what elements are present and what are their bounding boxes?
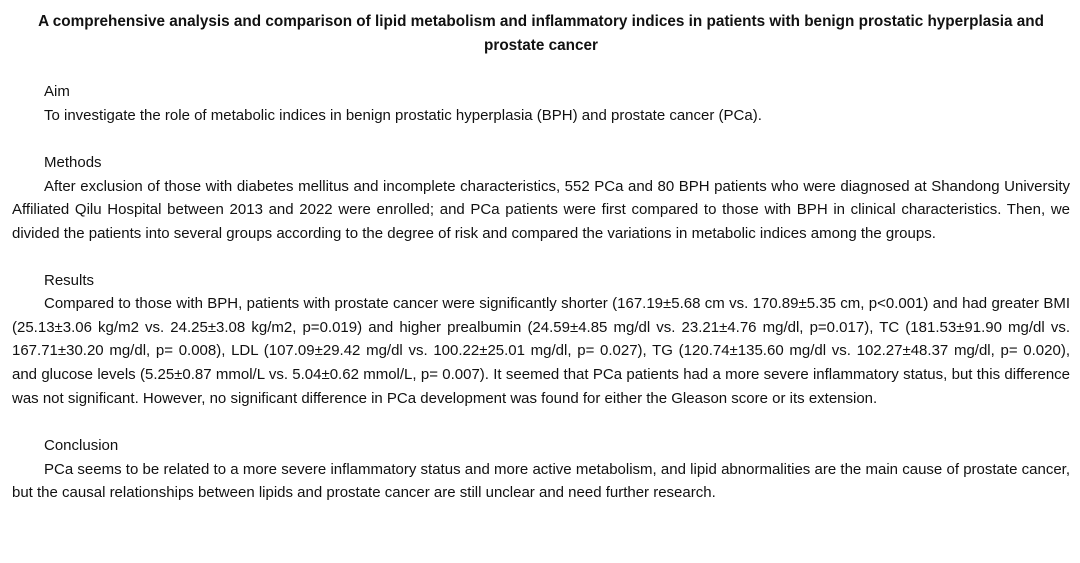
conclusion-heading: Conclusion: [44, 437, 119, 455]
document-title: A comprehensive analysis and comparison of lipid metabolism and inflammatory indices in patients with benign prostatic hyperplasia and prostate cancer: [38, 13, 1044, 54]
aim-text: To investigate the role of metabolic indices in benign prostatic hyperplasia (BPH) and prostate cancer (PCa).: [44, 106, 762, 124]
results-text: Compared to those with BPH, patients with prostate cancer were significantly shorter (167.19±5.68 cm vs. 170.89±5.35 cm, p<0.001) and had greater BMI (25.13±3.06 kg/m2 vs. 24.25±3.08 kg/m2, p=0.019) and higher prealbumin (24.59±4.85 mg/dl vs. 23.21±4.76 mg/dl, p=0.017), TC (181.53±91.90 mg/dl vs. 167.71±30.20 mg/dl, p= 0.008), LDL (107.09±29.42 mg/dl vs. 100.22±25.01 mg/dl, p= 0.027), TG (120.74±135.60 mg/dl vs. 102.27±48.37 mg/dl, p= 0.020), and glucose levels (5.25±0.87 mmol/L vs. 5.04±0.62 mmol/L, p= 0.007). It seemed that PCa patients had a more severe inflammatory status, but this difference was not significant. However, no significant difference in PCa development was found for either the Gleason score or its extension.: [12, 295, 1070, 407]
conclusion-section: [12, 434, 1070, 505]
aim-heading: Aim: [44, 83, 70, 100]
results-section: [12, 269, 1070, 411]
methods-section: [12, 151, 1070, 245]
aim-section: [12, 80, 1070, 127]
methods-heading: Methods: [44, 154, 102, 172]
methods-text: After exclusion of those with diabetes mellitus and incomplete characteristics, 552 PCa and 80 BPH patients who were diagnosed at Shandong University Affiliated Qilu Hospital between 2013 and 2022 were enrolled; and PCa patients were first compared to those with BPH in clinical characteristics. Then, we divided the patients into several groups according to the degree of risk and compared the variations in metabolic indices among the groups.: [12, 177, 1070, 242]
abstract-document: [12, 0, 1070, 505]
conclusion-text: PCa seems to be related to a more severe inflammatory status and more active metabolism, and lipid abnormalities are the main cause of prostate cancer, but the causal relationships between lipids and prostate cancer are still unclear and need further research.: [12, 460, 1070, 502]
results-heading: Results: [44, 271, 95, 289]
